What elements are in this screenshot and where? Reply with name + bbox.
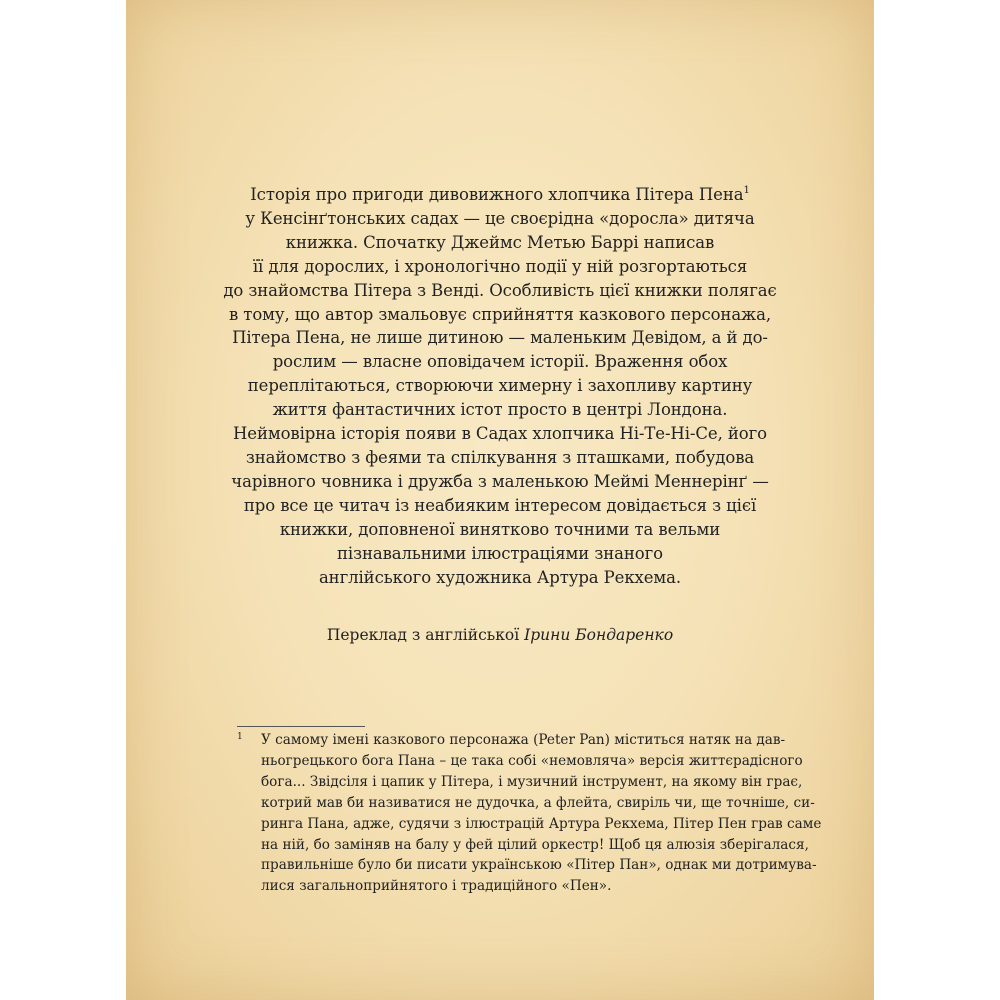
footnote-divider <box>237 726 365 727</box>
footnote-body <box>261 730 822 897</box>
translator-credit <box>126 624 874 646</box>
footnote-line: ринга Пана, адже, судячи з ілюстрацій Артура Рекхема, Пітер Пен грав саме <box>261 815 822 832</box>
annotation-line: Історія про пригоди дивовижного хлопчика Пітера Пена$^1$ <box>250 185 750 204</box>
footnote-line: котрий мав би називатися не дудочка, а флейта, свиріль чи, ще точніше, си- <box>261 794 815 811</box>
footnote-line: ньогрецького бога Пана – це така собі «немовляча» версія життєрадісного <box>261 752 803 769</box>
footnote-line: на ній, бо заміняв на балу у фей цілий оркестр! Щоб ця алюзія зберігалася, <box>261 836 809 853</box>
translator-prefix: Переклад з англійської <box>326 626 525 644</box>
footnote <box>237 730 822 897</box>
annotation-line: життя фантастичних істот просто в центрі Лондона. <box>272 400 728 420</box>
annotation-line: чарівного човника і дружба з маленькою Меймі Меннерінґ — <box>231 471 769 491</box>
annotation-line: переплітаються, створюючи химерну і захопливу картину <box>247 376 753 396</box>
book-page <box>126 0 874 1000</box>
annotation-line: пізнавальними ілюстраціями знаного <box>337 543 663 563</box>
annotation-line: Пітера Пена, не лише дитиною — маленьким Девідом, а й до- <box>232 328 768 348</box>
footnote-line: правильніше було би писати українською «Пітер Пан», однак ми дотримува- <box>261 857 817 874</box>
annotation-text <box>126 183 874 589</box>
footnote-line: У самому імені казкового персонажа (Peter Pan) міститься натяк на дав- <box>261 732 786 748</box>
annotation-line: англійського художника Артура Рекхема. <box>318 567 682 587</box>
annotation-line: знайомство з феями та спілкування з пташками, побудова <box>245 447 755 467</box>
translator-name: Ірини Бондаренко <box>524 626 674 644</box>
footnote-line: лися загальноприйнятого і традиційного «Пен». <box>261 878 612 895</box>
annotation-line: книжка. Спочатку Джеймс Метью Баррі написав <box>285 232 715 252</box>
annotation-line: в тому, що автор змальовує сприйняття казкового персонажа, <box>228 304 772 324</box>
annotation-line: до знайомства Пітера з Венді. Особливість цієї книжки полягає <box>223 280 777 300</box>
annotation-line: Неймовірна історія появи в Садах хлопчика Ні-Те-Ні-Се, його <box>233 424 767 444</box>
footnote-reference[interactable]: 1 <box>743 185 750 196</box>
annotation-line: її для дорослих, і хронологічно події у ній розгортаються <box>252 256 748 276</box>
footnote-line: бога... Звідсіля і цапик у Пітера, і музичний інструмент, на якому він грає, <box>261 773 803 790</box>
footnote-marker: 1 <box>237 732 243 742</box>
annotation-line: рослим — власне оповідачем історії. Враження обох <box>272 352 728 372</box>
annotation-line: книжки, доповненої винятково точними та вельми <box>279 519 721 539</box>
annotation-line: про все це читач із неабияким інтересом довідається з цієї <box>243 495 757 515</box>
annotation-line: у Кенсінґтонських садах — це своєрідна «доросла» дитяча <box>245 208 755 228</box>
